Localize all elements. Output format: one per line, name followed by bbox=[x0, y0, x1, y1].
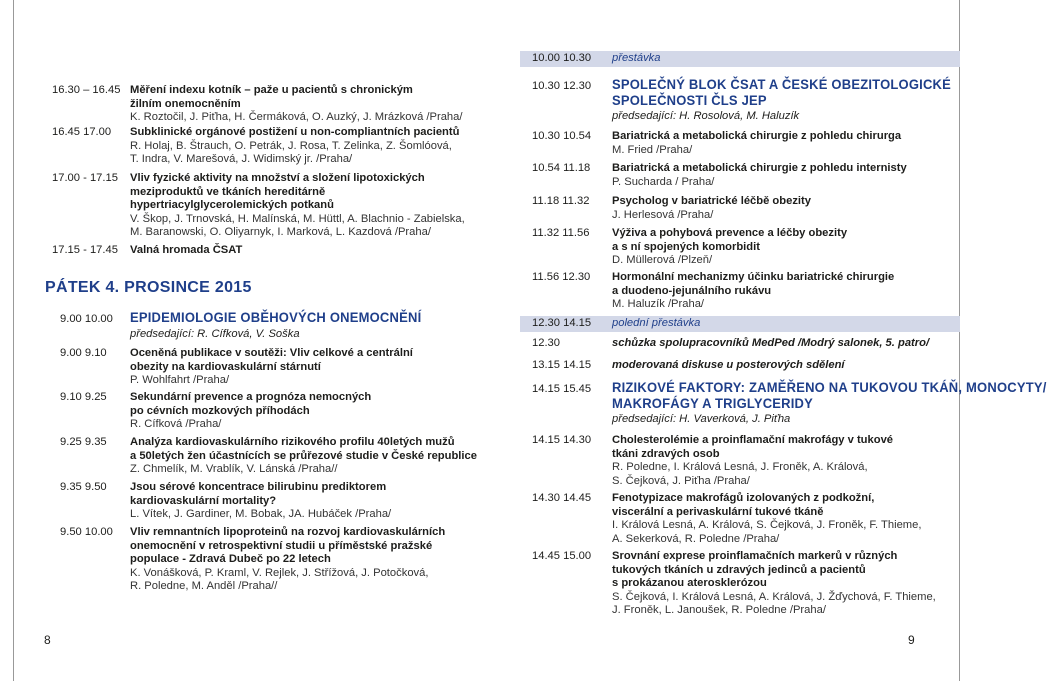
item-title: Hormonální mechanizmy účinku bariatrické chirurgie bbox=[612, 271, 895, 283]
item-title: Sekundární prevence a prognóza nemocných bbox=[130, 391, 372, 403]
session-title: MAKROFÁGY A TRIGLYCERIDY bbox=[612, 395, 814, 412]
item-authors: M. Fried /Praha/ bbox=[612, 143, 693, 156]
item-authors: R. Poledne, M. Anděl /Praha// bbox=[130, 580, 278, 592]
item-time: 9.10 9.25 bbox=[60, 391, 107, 403]
item-title: tkáni zdravých osob bbox=[612, 447, 720, 460]
item-title: a s ní spojených komorbidit bbox=[612, 240, 760, 253]
item-time: 9.35 9.50 bbox=[60, 481, 107, 493]
item-authors: A. Sekerková, R. Poledne /Praha/ bbox=[612, 532, 780, 545]
page-number: 8 bbox=[44, 633, 51, 647]
item-title: populace - Zdravá Dubeč po 22 letech bbox=[130, 553, 331, 565]
item-time: 11.18 11.32 bbox=[532, 195, 590, 207]
break-label: polední přestávka bbox=[612, 317, 701, 329]
item-time: 17.15 - 17.45 bbox=[52, 244, 118, 256]
session-chair: předsedající: H. Rosolová, M. Haluzík bbox=[612, 110, 800, 122]
session-title: SPOLEČNOSTI ČLS JEP bbox=[612, 92, 767, 109]
item-authors: I. Králová Lesná, A. Králová, S. Čejková, J. Froněk, F. Thieme, bbox=[612, 519, 922, 531]
item-title: Cholesterolémie a proinflamační makrofágy v tukové bbox=[612, 434, 894, 446]
item-authors: J. Herlesová /Praha/ bbox=[612, 208, 714, 221]
item-time: 11.32 11.56 bbox=[532, 227, 590, 239]
right-page bbox=[480, 0, 1047, 681]
item-title: Valná hromada ČSAT bbox=[130, 244, 243, 256]
item-time: 10.54 11.18 bbox=[532, 162, 591, 174]
item-authors: P. Wohlfahrt /Praha/ bbox=[130, 374, 230, 386]
item-title: Oceněná publikace v soutěži: Vliv celkové a centrální bbox=[130, 347, 413, 359]
break-label: přestávka bbox=[612, 52, 661, 64]
item-authors: S. Čejková, J. Piťha /Praha/ bbox=[612, 474, 750, 487]
item-authors: M. Baranowski, O. Oliyarnyk, I. Marková, L. Kazdová /Praha/ bbox=[130, 226, 431, 238]
item-title: Bariatrická a metabolická chirurgie z pohledu internisty bbox=[612, 162, 907, 174]
break-time: 12.30 14.15 bbox=[532, 317, 592, 329]
item-authors: K. Vonášková, P. Kraml, V. Rejlek, J. Střížová, J. Potočková, bbox=[130, 566, 429, 579]
left-page bbox=[0, 0, 480, 681]
item-title: Subklinické orgánové postižení u non-compliantních pacientů bbox=[130, 126, 460, 138]
day-heading: PÁTEK 4. PROSINCE 2015 bbox=[45, 279, 252, 296]
item-title: Vliv fyzické aktivity na množství a složení lipotoxických bbox=[130, 172, 425, 184]
item-authors: P. Sucharda / Praha/ bbox=[612, 175, 715, 188]
item-title: moderovaná diskuse u posterových sdělení bbox=[612, 359, 845, 371]
item-title: onemocnění v retrospektivní studii u příměstské pražské bbox=[130, 539, 433, 552]
session-title: RIZIKOVÉ FAKTORY: ZAMĚŘENO NA TUKOVOU TKÁŇ, MONOCYTY/ bbox=[612, 379, 1047, 396]
item-title: meziproduktů ve tkáních hereditárně bbox=[130, 185, 326, 198]
item-title: a 50letých žen účastnících se průřezové studie v České republice bbox=[130, 449, 477, 462]
item-authors: T. Indra, V. Marešová, J. Widimský jr. /Praha/ bbox=[130, 153, 353, 165]
item-authors: S. Čejková, I. Králová Lesná, A. Králová, J. Žďychová, F. Thieme, bbox=[612, 590, 936, 603]
item-time: 11.56 12.30 bbox=[532, 271, 591, 283]
session-time: 9.00 10.00 bbox=[60, 313, 113, 325]
item-authors: D. Müllerová /Plzeň/ bbox=[612, 254, 713, 266]
item-authors: L. Vítek, J. Gardiner, M. Bobak, JA. Hubáček /Praha/ bbox=[130, 508, 392, 520]
item-title: tukových tkáních u zdravých jedinců a pacientů bbox=[612, 563, 866, 576]
item-title: Měření indexu kotník – paže u pacientů s chronickým bbox=[130, 84, 413, 96]
item-title: s prokázanou aterosklerózou bbox=[612, 577, 767, 589]
item-title: viscerální a perivaskulární tukové tkáně bbox=[612, 505, 824, 518]
page-number: 9 bbox=[908, 633, 915, 647]
item-title: obezity na kardiovaskulární stárnutí bbox=[130, 360, 321, 373]
session-title: SPOLEČNÝ BLOK ČSAT A ČESKÉ OBEZITOLOGICKÉ bbox=[612, 76, 952, 93]
item-time: 14.15 14.30 bbox=[532, 434, 592, 446]
item-time: 10.30 10.54 bbox=[532, 130, 592, 142]
item-title: Jsou sérové koncentrace bilirubinu prediktorem bbox=[130, 481, 387, 493]
item-time: 14.30 14.45 bbox=[532, 492, 592, 504]
session-chair: předsedající: H. Vaverková, J. Piťha bbox=[612, 413, 791, 425]
item-time: 9.25 9.35 bbox=[60, 436, 107, 448]
item-title: žilním onemocněním bbox=[130, 97, 241, 110]
page-edge bbox=[0, 0, 14, 681]
item-authors: V. Škop, J. Trnovská, H. Malínská, M. Hüttl, A. Blachnio - Zabielska, bbox=[130, 212, 465, 225]
item-authors: K. Roztočil, J. Piťha, H. Čermáková, O. Auzký, J. Mrázková /Praha/ bbox=[130, 111, 463, 123]
session-title: EPIDEMIOLOGIE OBĚHOVÝCH ONEMOCNĚNÍ bbox=[130, 309, 422, 326]
session-time: 10.30 12.30 bbox=[532, 80, 592, 92]
item-authors: Z. Chmelík, M. Vrablík, V. Lánská /Praha// bbox=[130, 463, 338, 475]
item-title: hypertriacylglycerolemických potkanů bbox=[130, 199, 334, 211]
item-authors: R. Poledne, I. Králová Lesná, J. Froněk, A. Králová, bbox=[612, 461, 868, 473]
item-title: Vliv remnantních lipoproteinů na rozvoj kardiovaskulárních bbox=[130, 526, 446, 538]
item-time: 13.15 14.15 bbox=[532, 359, 592, 371]
item-time: 16.45 17.00 bbox=[52, 126, 112, 138]
item-time: 9.50 10.00 bbox=[60, 526, 113, 538]
item-authors: R. Holaj, B. Štrauch, O. Petrák, J. Rosa, T. Zelinka, Z. Šomlóová, bbox=[130, 139, 452, 152]
item-time: 14.45 15.00 bbox=[532, 550, 592, 562]
item-title: po cévních mozkových příhodách bbox=[130, 404, 310, 417]
item-title: Analýza kardiovaskulárního rizikového profilu 40letých mužů bbox=[130, 436, 455, 448]
item-time: 16.30 – 16.45 bbox=[52, 84, 121, 96]
break-band bbox=[520, 51, 960, 67]
item-time: 12.30 bbox=[532, 337, 560, 349]
item-time: 17.00 - 17.15 bbox=[52, 172, 118, 184]
item-title: a duodeno-jejunálního rukávu bbox=[612, 284, 772, 297]
break-time: 10.00 10.30 bbox=[532, 52, 592, 64]
page-edge bbox=[959, 0, 960, 681]
item-title: Srovnání exprese proinflamačních markerů v různých bbox=[612, 550, 898, 562]
item-title: Fenotypizace makrofágů izolovaných z podkožní, bbox=[612, 492, 875, 504]
item-authors: R. Cífková /Praha/ bbox=[130, 418, 222, 430]
item-authors: J. Froněk, L. Janoušek, R. Poledne /Praha/ bbox=[612, 604, 826, 616]
item-authors: M. Haluzík /Praha/ bbox=[612, 298, 705, 310]
item-title: kardiovaskulární mortality? bbox=[130, 494, 277, 507]
item-title: Výživa a pohybová prevence a léčby obezity bbox=[612, 227, 848, 239]
session-chair: předsedající: R. Cífková, V. Soška bbox=[130, 328, 300, 340]
break-band bbox=[520, 316, 960, 332]
item-title: Psycholog v bariatrické léčbě obezity bbox=[612, 195, 811, 207]
item-title: schůzka spolupracovníků MedPed /Modrý salonek, 5. patro/ bbox=[612, 337, 930, 349]
session-time: 14.15 15.45 bbox=[532, 383, 592, 395]
item-title: Bariatrická a metabolická chirurgie z pohledu chirurga bbox=[612, 130, 902, 142]
item-time: 9.00 9.10 bbox=[60, 347, 107, 359]
